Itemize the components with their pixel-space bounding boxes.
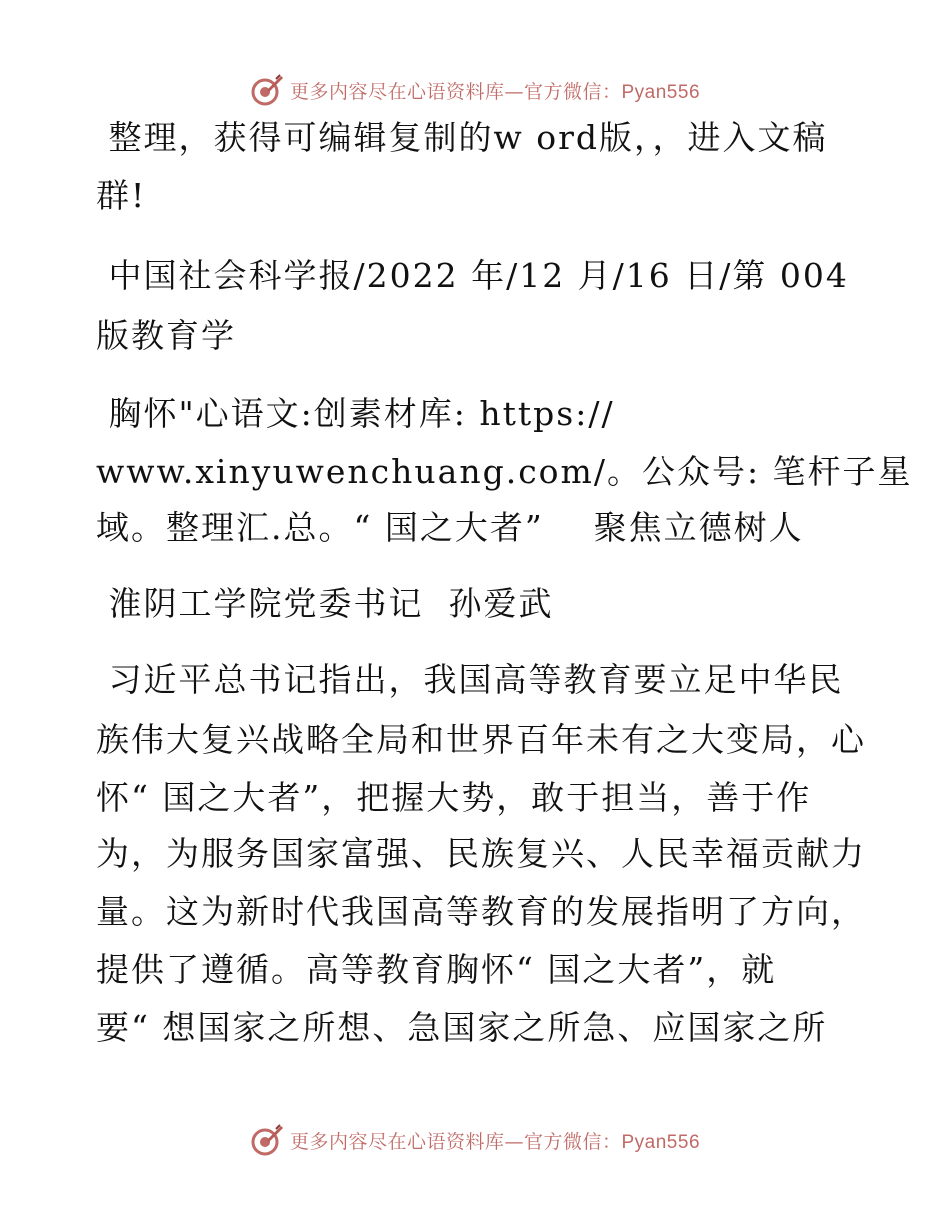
watermark-wechat-id: Pyan556 <box>621 81 701 103</box>
text-line: 为，为服务国家富强、民族复兴、人民幸福贡献力 <box>96 834 866 873</box>
text-line: 版教育学 <box>96 316 236 355</box>
watermark-text <box>290 1127 700 1154</box>
footer-watermark <box>0 1120 950 1160</box>
header-watermark <box>0 70 950 110</box>
text-line: 中国社会科学报/2022 年/12 月/16 日/第 004 <box>96 256 849 295</box>
watermark-text <box>290 77 700 104</box>
watermark-main-text: 更多内容尽在心语资料库—官方微信： <box>289 1130 622 1153</box>
text-line: 整理，获得可编辑复制的w ord版，，进入文稿 <box>96 118 828 157</box>
text-line: 量。这为新时代我国高等教育的发展指明了方向， <box>96 892 866 931</box>
text-line: 族伟大复兴战略全局和世界百年未有之大变局，心 <box>96 720 866 759</box>
text-line: 胸怀"心语文:创素材库: https:// <box>96 394 615 433</box>
text-line: 群! <box>96 176 147 215</box>
text-line: 域。整理汇.总。“ 国之大者” 聚焦立德树人 <box>96 508 804 547</box>
watermark-main-text: 更多内容尽在心语资料库—官方微信： <box>289 80 622 103</box>
quill-pen-seal-icon <box>250 73 284 107</box>
quill-pen-seal-icon <box>250 1123 284 1157</box>
text-line: 淮阴工学院党委书记 孙爱武 <box>96 584 554 623</box>
text-line: 习近平总书记指出，我国高等教育要立足中华民 <box>96 660 844 699</box>
watermark-wechat-id: Pyan556 <box>621 1131 701 1153</box>
text-line: 提供了遵循。高等教育胸怀“ 国之大者”，就 <box>96 950 777 989</box>
text-line: www.xinyuwenchuang.com/。公众号: 笔杆子星 <box>96 452 913 491</box>
text-line: 要“ 想国家之所想、急国家之所急、应国家之所 <box>96 1008 828 1047</box>
text-line: 怀“ 国之大者”，把握大势，敢于担当，善于作 <box>96 778 812 817</box>
